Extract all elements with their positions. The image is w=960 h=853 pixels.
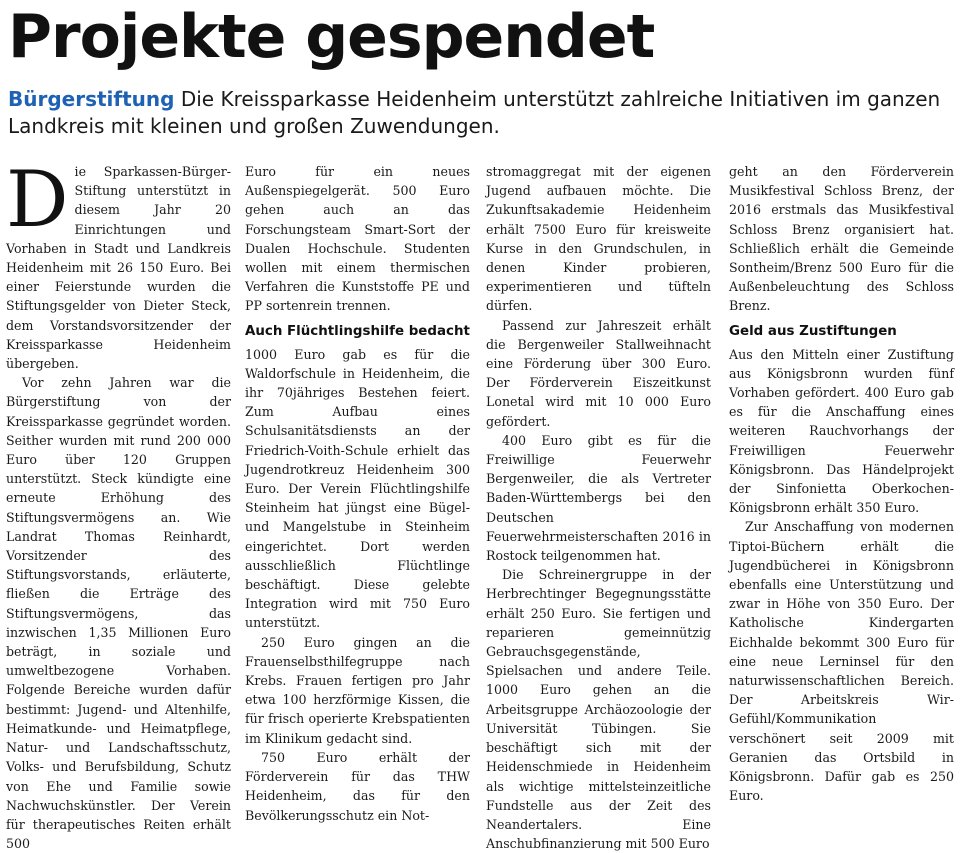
deck-kicker: Bürgerstiftung xyxy=(8,87,175,111)
body-paragraph: Vor zehn Jahren war die Bürgerstiftung von der Kreissparkasse gegründet worden. Seither wurden mit rund 200 000 Euro über 120 Gruppen unterstützt. Steck kündigte eine erneute Erhöhung des Stiftungsvermögens an. Wie Landrat Thomas Reinhardt, Vorsitzender des Stiftungsvorstands, erläuterte, fließen die Erträge des Stiftungsvermögens, das inzwischen 1,35 Millionen Euro beträgt, in soziale und umweltbezogene Vorhaben. Folgende Bereiche wurden dafür bestimmt: Jugend- und Altenhilfe, Heimatkunde- und Heimatpflege, Natur- und Landschaftsschutz, Volks- und Berufsbildung, Schutz von Ehe und Familie sowie Nachwuchskünstler. Der Verein für therapeutisches Reiten erhält 500 xyxy=(6,375,231,852)
body-paragraph: 250 Euro gingen an die Frauenselbsthilfegruppe nach Krebs. Frauen fertigen pro Jahr etwa 100 herzförmige Kissen, die für frisch operierte Krebspatienten im Klinikum gedacht sind. xyxy=(245,634,470,746)
body-paragraph: 750 Euro erhält der Förderverein für das THW Heidenheim, das für den Bevölkerungsschutz ein Not- xyxy=(245,749,470,823)
body-paragraph: Passend zur Jahreszeit erhält die Bergenweiler Stallweihnacht eine Förderung über 300 Euro. Der Förderverein Eiszeitkunst Lonetal wird mit 10 000 Euro gefördert. xyxy=(486,317,711,429)
body-paragraph: Zur Anschaffung von modernen Tiptoi-Büchern erhält die Jugendbücherei in Königsbronn ebenfalls eine Unterstützung und zwar in Höhe von 350 Euro. Der Katholische Kindergarten Eichhalde bekommt 300 Euro für eine neue Lerninsel für den naturwissenschaftlichen Bereich. Der Arbeitskreis Wir-Gefühl/Kommunikation verschönert seit 2009 mit Geranien das Ortsbild in Königsbronn. Dafür gab es 250 Euro. xyxy=(729,519,954,804)
deck xyxy=(8,86,952,140)
body-paragraph: Die Schreinergruppe in der Herbrechtinger Begegnungsstätte erhält 250 Euro. Sie fertigen und reparieren gemeinnützig Gebrauchsgegenstände, Spielsachen und andere Teile. 1000 Euro gehen an die Arbeitsgruppe Archäozoologie der Universität Tübingen. Sie beschäftigt sich mit der Heidenschmiede in Heidenheim als wichtige mittelsteinzeitliche Fundstelle aus der Zeit des Neandertalers. Eine Anschubfinanzierung mit 500 Euro xyxy=(486,567,711,852)
article-column-2 xyxy=(245,162,470,823)
article-column-3 xyxy=(486,162,711,852)
subheading: Geld aus Zustiftungen xyxy=(729,323,897,339)
drop-cap: D xyxy=(6,155,69,245)
deck-text: Die Kreissparkasse Heidenheim unterstützt zahlreiche Initiativen im ganzen Landkreis mit kleinen und großen Zuwendungen. xyxy=(8,87,941,138)
body-paragraph: 400 Euro gibt es für die Freiwillige Feuerwehr Bergenweiler, die als Vertreter Baden-Württembergs bei den Deutschen Feuerwehrmeisterschaften 2016 in Rostock teilgenommen hat. xyxy=(486,432,711,564)
lead-paragraph xyxy=(6,155,231,373)
subheading: Auch Flüchtlingshilfe bedacht xyxy=(245,323,470,339)
body-paragraph: Euro für ein neues Außenspiegelgerät. 500 Euro gehen auch an das Forschungsteam Smart-Sort der Dualen Hochschule. Studenten wollen mit einem thermischen Verfahren die Kunststoffe PE und PP sortenrein trennen. xyxy=(245,164,470,314)
headline: Projekte gespendet xyxy=(8,2,655,72)
body-paragraph: 1000 Euro gab es für die Waldorfschule in Heidenheim, die ihr 70jähriges Bestehen feiert. Zum Aufbau eines Schulsanitätsdiensts an der Friedrich-Voith-Schule erhielt das Jugendrotkreuz Heidenheim 300 Euro. Der Verein Flüchtlingshilfe Steinheim hat jüngst eine Bügel- und Mangelstube in Steinheim eingerichtet. Dort werden ausschließlich Flüchtlinge beschäftigt. Diese gelebte Integration wird mit 750 Euro unterstützt. xyxy=(245,346,470,631)
article-column-1 xyxy=(6,155,231,852)
lead-text: ie Sparkassen-Bürger-Stiftung unterstützt in diesem Jahr 20 Einrichtungen und Vorhaben in Stadt und Landkreis Heidenheim mit 26 150 Euro. Bei einer Feierstunde wurden die Stiftungsgelder von Dieter Steck, dem Vorstandsvorsitzender der Kreissparkasse Heidenheim übergeben. xyxy=(6,164,231,372)
article-column-4 xyxy=(729,162,954,804)
body-paragraph: geht an den Förderverein Musikfestival Schloss Brenz, der 2016 erstmals das Musikfestival Schloss Brenz organisiert hat. Schließlich erhält die Gemeinde Sontheim/Brenz 500 Euro für die Außenbeleuchtung des Schloss Brenz. xyxy=(729,164,954,314)
body-paragraph: stromaggregat mit der eigenen Jugend aufbauen möchte. Die Zukunftsakademie Heidenheim erhält 7500 Euro für kreisweite Kurse in den Grundschulen, in denen Kinder probieren, experimentieren und tüfteln dürfen. xyxy=(486,164,711,314)
body-paragraph: Aus den Mitteln einer Zustiftung aus Königsbronn wurden fünf Vorhaben gefördert. 400 Euro gab es für die Anschaffung eines weiteren Rauchvorhangs der Freiwilligen Feuerwehr Königsbronn. Das Händelprojekt der Sinfonietta Oberkochen-Königsbronn erhält 350 Euro. xyxy=(729,346,954,516)
